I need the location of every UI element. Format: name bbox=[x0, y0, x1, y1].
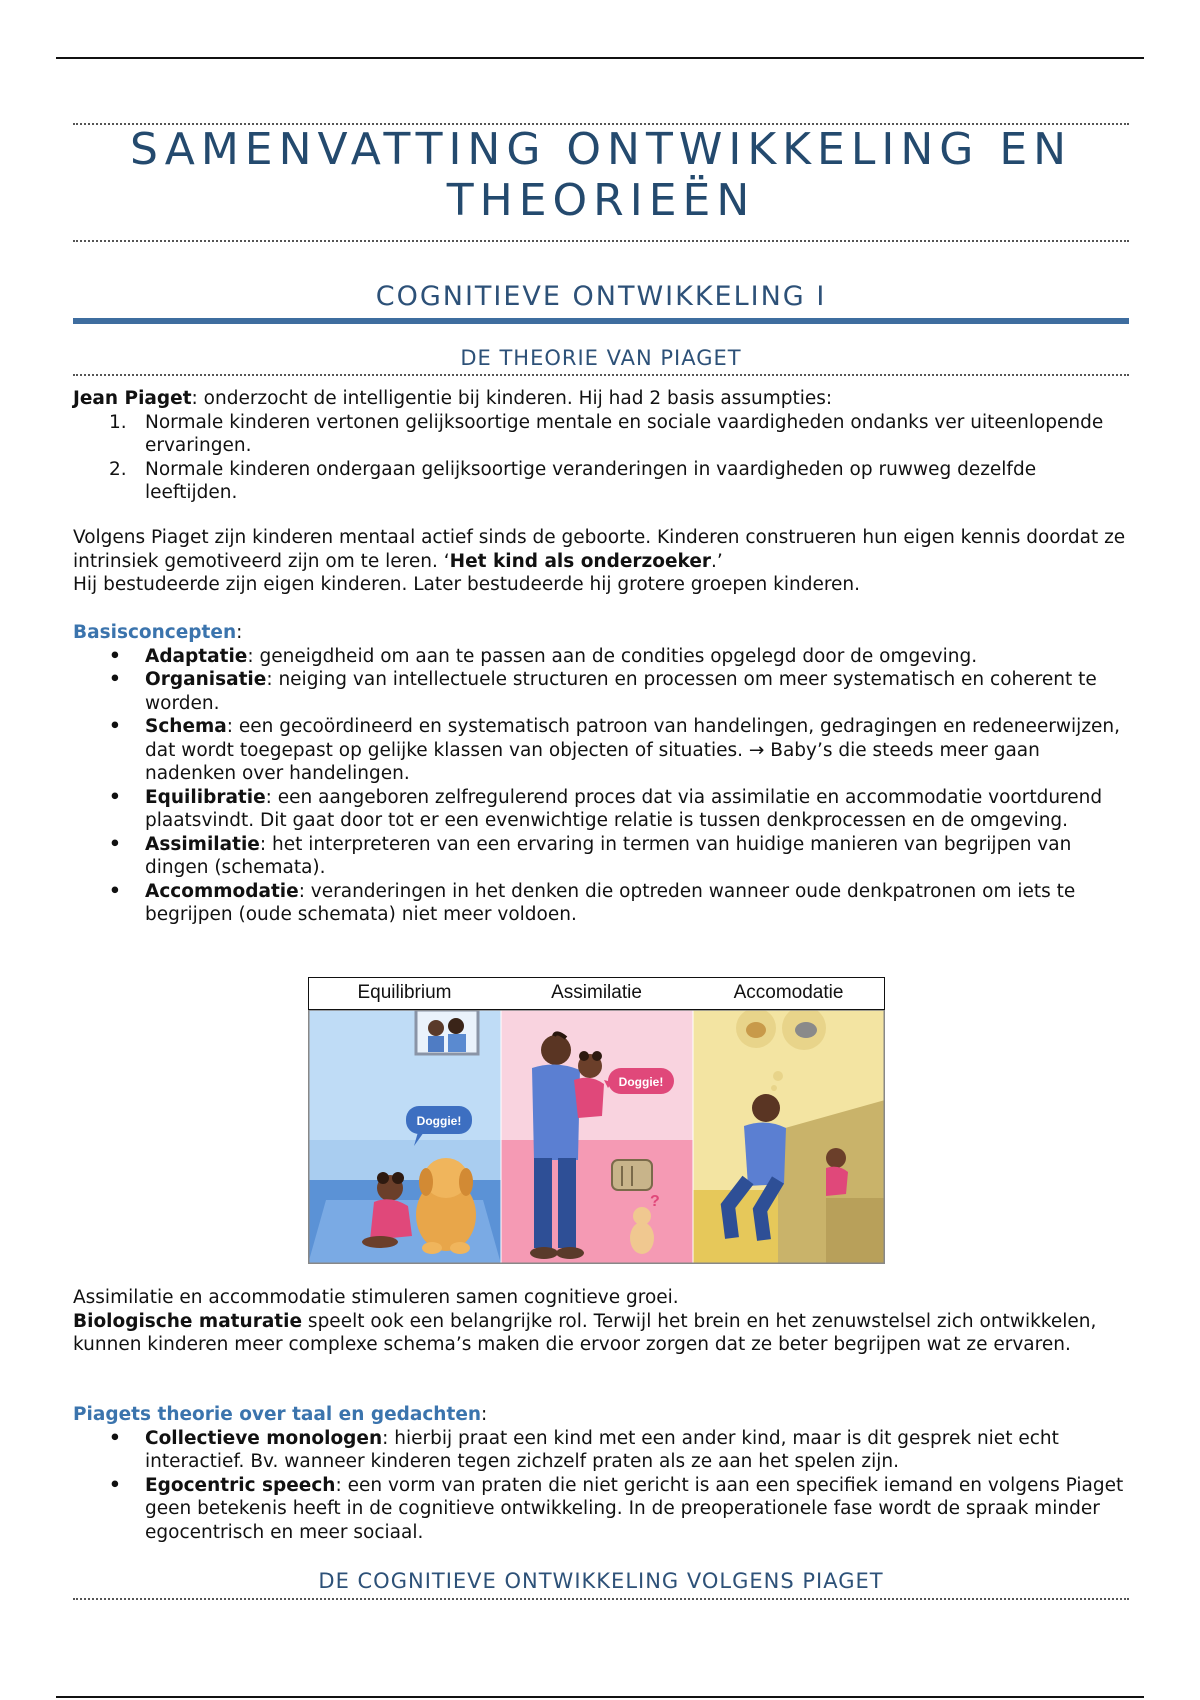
list-item bbox=[73, 645, 1129, 669]
title-line-2: THEORIEËN bbox=[446, 175, 756, 226]
list-item bbox=[73, 411, 1129, 458]
language-heading bbox=[73, 1403, 1129, 1427]
paragraph-text: Volgens Piaget zijn kinderen mentaal actief sinds de geboorte. Kinderen construeren hun eigen kennis doordat ze intrinsiek gemotiveerd zijn om te leren. ‘ bbox=[73, 527, 1126, 572]
list-item bbox=[73, 833, 1129, 880]
concept-text: : hierbij praat een kind met een ander kind, maar is dit gesprek niet echt interactief. Bv. wanneer kinderen tegen zichzelf praten als ze aan het spelen zijn. bbox=[145, 1427, 1059, 1472]
list-item bbox=[73, 458, 1129, 505]
concept-text: : geneigdheid om aan te passen aan de condities opgelegd door de omgeving. bbox=[247, 645, 978, 667]
paragraph-text-end: .’ bbox=[711, 550, 723, 572]
list-item bbox=[73, 880, 1129, 927]
paragraph-bold: Biologische maturatie bbox=[73, 1310, 303, 1332]
bullet-icon: • bbox=[109, 833, 121, 855]
list-item bbox=[73, 1427, 1129, 1474]
concept-term: Organisatie bbox=[145, 669, 267, 690]
speech-bubble-text: Doggie! bbox=[416, 1114, 462, 1128]
list-number: 2. bbox=[109, 458, 127, 480]
intro-block bbox=[73, 387, 1129, 505]
colon: : bbox=[236, 622, 243, 643]
concepts-heading bbox=[73, 621, 1129, 645]
document-title bbox=[73, 124, 1129, 226]
language-list bbox=[73, 1427, 1129, 1545]
illustration-scenes bbox=[308, 1010, 885, 1264]
paragraph-block-1 bbox=[73, 526, 1129, 597]
concepts-label: Basisconcepten bbox=[73, 622, 237, 643]
bullet-icon: • bbox=[109, 880, 121, 902]
bullet-icon: • bbox=[109, 786, 121, 808]
paragraph-maturation bbox=[73, 1310, 1129, 1357]
concept-term: Accommodatie bbox=[145, 880, 299, 902]
list-item bbox=[73, 786, 1129, 833]
question-mark: ? bbox=[650, 1193, 660, 1210]
panel-accomodatie bbox=[693, 1010, 885, 1264]
concept-term: Collectieve monologen bbox=[145, 1427, 383, 1449]
bullet-icon: • bbox=[109, 716, 121, 737]
speech-bubble-text-2: Doggie! bbox=[618, 1075, 664, 1089]
page-top-rule bbox=[56, 57, 1144, 59]
intro-rest: : onderzocht de intelligentie bij kinderen. Hij had 2 basis assumpties: bbox=[191, 388, 833, 409]
list-item bbox=[73, 1474, 1129, 1545]
list-item-text: Normale kinderen vertonen gelijksoortige mentale en sociale vaardigheden ondanks ver uiteenlopende ervaringen. bbox=[145, 411, 1104, 456]
piaget-illustration bbox=[308, 977, 885, 1264]
chapter-heading-bar bbox=[73, 318, 1129, 324]
concept-term: Adaptatie bbox=[145, 645, 248, 667]
concepts-list bbox=[73, 645, 1129, 927]
colon: : bbox=[481, 1404, 488, 1425]
concept-term: Equilibratie bbox=[145, 786, 266, 808]
list-number: 1. bbox=[109, 411, 127, 433]
paragraph-growth: Assimilatie en accommodatie stimuleren samen cognitieve groei. bbox=[73, 1287, 679, 1308]
concept-text: : een gecoördineerd en systematisch patroon van handelingen, gedragingen en redeneerwijzen, dat wordt toegepast op gelijke klassen van objecten of situaties. → Baby’s die steeds meer gaan nadenken over handelingen. bbox=[145, 716, 1121, 784]
assumptions-list bbox=[73, 411, 1129, 505]
figure-header-accomodatie: Accomodatie bbox=[693, 977, 885, 1010]
paragraph-text: speelt ook een belangrijke rol. Terwijl het brein en het zenuwstelsel zich ontwikkelen, kunnen kinderen meer complexe schema’s maken die ervoor zorgen dat ze beter begrijpen wat ze ervaren. bbox=[73, 1310, 1097, 1355]
language-label: Piagets theorie over taal en gedachten bbox=[73, 1404, 482, 1425]
paragraph-own-children: Hij bestudeerde zijn eigen kinderen. Later bestudeerde hij grotere groepen kinderen. bbox=[73, 574, 861, 595]
page-bottom-rule bbox=[56, 1696, 1144, 1698]
list-item bbox=[73, 668, 1129, 715]
list-item-text: Normale kinderen ondergaan gelijksoortige veranderingen in vaardigheden op ruwweg dezelfde leeftijden. bbox=[145, 458, 1037, 503]
section2-heading-dotted bbox=[73, 1598, 1129, 1600]
intro-paragraph bbox=[73, 387, 1129, 411]
section-heading-dotted bbox=[73, 374, 1129, 376]
concepts-block bbox=[73, 621, 1129, 927]
section-heading-piaget-theory: DE THEORIE VAN PIAGET bbox=[460, 346, 742, 370]
concept-text: : het interpreteren van een ervaring in termen van huidige manieren van begrijpen van dingen (schemata). bbox=[145, 833, 1072, 878]
figure-header-assimilatie: Assimilatie bbox=[500, 977, 694, 1010]
title-dotted-bottom bbox=[73, 240, 1129, 242]
concept-term: Egocentric speech bbox=[145, 1474, 336, 1496]
figure-header-equilibrium: Equilibrium bbox=[308, 977, 501, 1010]
bullet-icon: • bbox=[109, 669, 121, 690]
intro-bold: Jean Piaget bbox=[73, 388, 192, 409]
bullet-icon: • bbox=[109, 1427, 121, 1449]
concept-term: Schema bbox=[145, 716, 227, 737]
chapter-heading: COGNITIEVE ONTWIKKELING I bbox=[375, 281, 827, 312]
paragraph-child-researcher bbox=[73, 526, 1129, 573]
section-heading-cognitive-development: DE COGNITIEVE ONTWIKKELING VOLGENS PIAGET bbox=[318, 1569, 884, 1593]
concept-text: : een vorm van praten die niet gericht is aan een specifiek iemand en volgens Piaget geen betekenis heeft in de cognitieve ontwikkeling. In de preoperationele fase wordt de spraak minder egocentrisch en meer sociaal. bbox=[145, 1474, 1124, 1543]
concept-term: Assimilatie bbox=[145, 833, 260, 855]
concept-text: : veranderingen in het denken die optreden wanneer oude denkpatronen om iets te begrijpen (oude schemata) niet meer voldoen. bbox=[145, 880, 1076, 925]
after-figure-block bbox=[73, 1286, 1129, 1357]
language-block bbox=[73, 1403, 1129, 1544]
concept-text: : neiging van intellectuele structuren en processen om meer systematisch en coherent te worden. bbox=[145, 669, 1097, 714]
bullet-icon: • bbox=[109, 645, 121, 667]
panel-assimilatie bbox=[501, 1010, 693, 1264]
paragraph-bold: Het kind als onderzoeker bbox=[449, 550, 712, 572]
title-line-1: SAMENVATTING ONTWIKKELING EN bbox=[129, 124, 1073, 175]
list-item bbox=[73, 715, 1129, 786]
concept-text: : een aangeboren zelfregulerend proces dat via assimilatie en accommodatie voortdurend plaatsvindt. Dit gaat door tot er een evenwichtige relatie is tussen denkprocessen en de omgeving. bbox=[145, 786, 1103, 831]
panel-equilibrium bbox=[308, 1010, 501, 1264]
bullet-icon: • bbox=[109, 1474, 121, 1496]
